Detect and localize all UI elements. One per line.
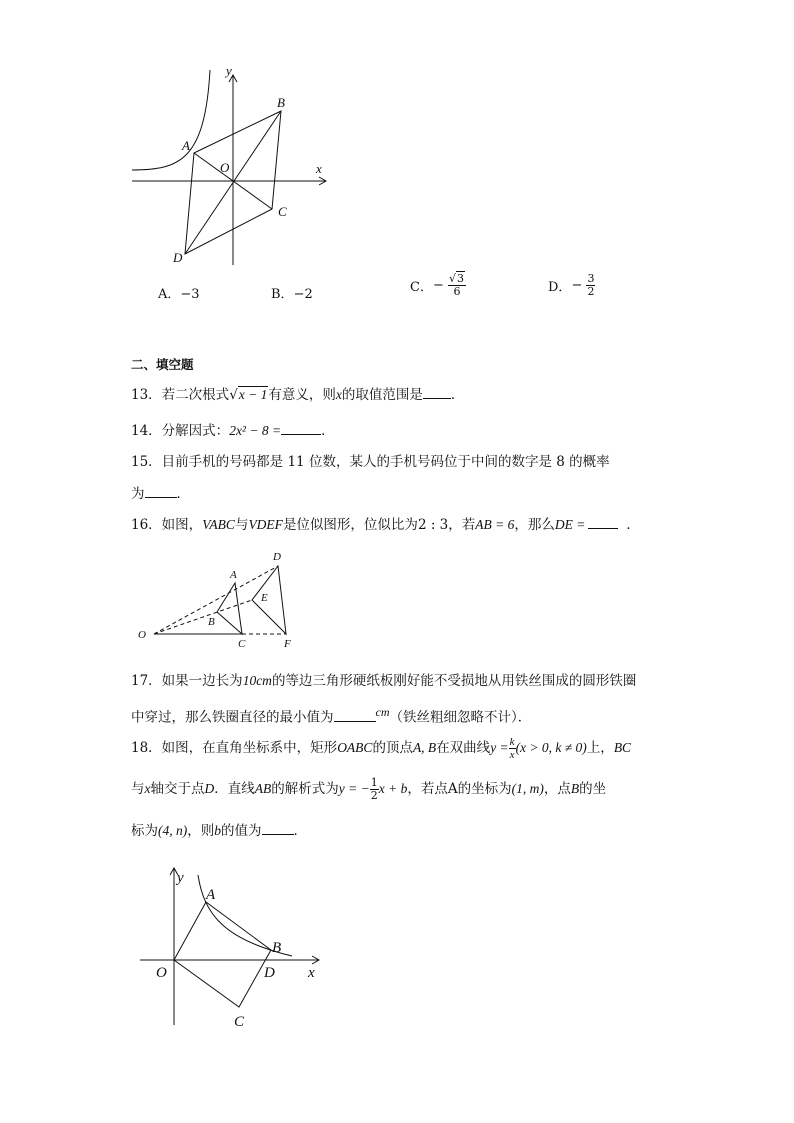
option-b-letter: B．: [271, 287, 294, 302]
q18-text-16: ．: [293, 823, 307, 839]
triangle-def: [252, 566, 286, 634]
q18-text-5: 与: [131, 781, 145, 797]
label-o: O: [156, 965, 167, 981]
q17-text-2: 的等边三角形硬纸板刚好能不受损地从用铁丝围成的圆形铁圈: [271, 673, 637, 689]
q17-text-4: （铁丝粗细忽略不计）．: [389, 709, 532, 726]
q16-triangle-2: VDEF: [248, 517, 283, 532]
q15-text-1: 15．目前手机的号码都是 11 位数，某人的手机号码位于中间的数字是 8 的概率: [131, 454, 610, 470]
q13-text-4: ．: [450, 387, 465, 403]
rectangle-oabc: [174, 902, 271, 1007]
hyperbola-branch: [132, 70, 210, 170]
option-a-letter: A．: [158, 287, 181, 302]
q14-text-2: ．: [321, 423, 335, 439]
question-15-line-2: [131, 483, 190, 504]
question-18-line-3: [131, 820, 307, 841]
q16-text-2: 与: [234, 517, 249, 533]
label-b: B: [272, 940, 282, 956]
q13-radicand: x − 1: [238, 387, 268, 402]
label-b: B: [208, 616, 215, 628]
q18-text-14: ，则: [187, 823, 215, 839]
q13-var: x: [335, 387, 342, 402]
q18-bvar: b: [214, 823, 221, 838]
q15-answer-blank[interactable]: [145, 483, 177, 498]
q18-condition: (x > 0, k ≠ 0): [515, 740, 587, 755]
label-e: E: [261, 592, 268, 604]
label-y: y: [177, 870, 184, 886]
q17-text-3: 中穿过，那么铁圈直径的最小值为: [131, 709, 334, 726]
option-d-den: 2: [587, 285, 595, 298]
q16-triangle-1: VABC: [202, 517, 235, 532]
q13-text-3: 的取值范围是: [341, 387, 423, 403]
figure-2-homothety: [130, 545, 310, 650]
q18-text-9: ，若点: [407, 781, 448, 797]
option-d[interactable]: [548, 273, 595, 298]
q18-text-2: 的顶点: [372, 740, 413, 756]
q17-length: 10cm: [242, 673, 272, 688]
q17-answer-blank[interactable]: [334, 707, 376, 722]
option-a-value: −3: [180, 287, 200, 302]
section-title: 二、填空题: [131, 357, 194, 372]
q18-b: B: [570, 781, 580, 796]
label-a: A: [182, 138, 190, 153]
q18-text-1: 18．如图，在直角坐标系中，矩形: [131, 740, 338, 756]
q14-text-1: 14．分解因式：: [131, 423, 230, 439]
q15-text-2: 为: [131, 486, 145, 502]
q18-ab-line: AB: [254, 781, 272, 796]
label-c: C: [238, 638, 246, 650]
label-a: A: [230, 569, 237, 581]
option-c[interactable]: [410, 273, 466, 298]
q13-text-1: 13．若二次根式: [131, 387, 230, 403]
dashed-oe: [154, 600, 252, 634]
option-b[interactable]: [271, 283, 313, 302]
q18-bc: BC: [613, 740, 632, 755]
question-17-line-1: [131, 671, 636, 691]
q18-text-7: ．直线: [214, 781, 255, 797]
q18-b-coord: (4, n): [158, 823, 188, 838]
q18-oabc: OABC: [337, 740, 373, 755]
q18-x: x: [144, 781, 151, 796]
option-c-num: 3: [457, 272, 465, 285]
q18-text-12: 的坐: [579, 781, 607, 797]
q18-half: [370, 777, 379, 802]
q17-unit: cm: [375, 705, 390, 719]
q18-text-8: 的解析式为: [271, 781, 339, 797]
q18-answer-blank[interactable]: [262, 820, 294, 835]
q18-half-num: 1: [370, 776, 378, 789]
q16-text-3: 是位似图形，位似比为: [282, 517, 418, 533]
dashed-od: [154, 566, 278, 634]
q18-half-den: 2: [370, 789, 378, 802]
question-18-line-1: [131, 735, 631, 761]
q16-answer-blank[interactable]: [588, 514, 618, 529]
q18-d: D: [204, 781, 215, 796]
option-d-fraction: [586, 273, 595, 298]
question-18-line-2: [131, 776, 606, 802]
label-x: x: [316, 161, 322, 176]
question-14: [131, 420, 335, 441]
q13-text-2: 有意义，则: [268, 387, 336, 403]
label-o: O: [138, 629, 146, 641]
option-d-sign: −: [571, 278, 583, 293]
q18-k-over-x: [509, 736, 516, 761]
label-d: D: [173, 250, 183, 265]
q18-ab: A, B: [412, 740, 437, 755]
q18-fnum: k: [509, 736, 515, 748]
q18-fden: x: [509, 749, 515, 761]
option-d-letter: D．: [548, 280, 572, 295]
q18-line-eq-a: y = −: [338, 781, 370, 796]
label-d: D: [273, 551, 281, 563]
question-13: 13．若二次根式√x − 1有意义，则x的取值范围是 ．: [131, 384, 464, 405]
question-17-line-2: [131, 702, 531, 728]
q18-yeq: y =: [490, 740, 509, 755]
label-b: B: [277, 95, 285, 110]
q16-text-1: 16．如图，: [131, 517, 203, 533]
q18-text-13: 标为: [131, 823, 158, 839]
label-x: x: [308, 965, 315, 981]
figure-3-rectangle-hyperbola: [130, 860, 330, 1035]
q16-text-5: ，那么: [514, 517, 555, 533]
q18-text-15: 的值为: [221, 823, 262, 839]
option-c-den: 6: [453, 285, 461, 298]
q17-text-1: 17．如果一边长为: [131, 673, 243, 689]
q15-text-3: ．: [176, 486, 190, 502]
figure-1-rhombus-hyperbola: [120, 60, 340, 275]
option-a[interactable]: [158, 283, 200, 302]
q14-answer-blank[interactable]: [281, 420, 321, 435]
q16-text-6: ．: [626, 517, 640, 533]
option-b-value: −2: [293, 287, 313, 302]
label-y: y: [226, 63, 232, 78]
q16-text-4: ，若: [448, 517, 476, 533]
label-o: O: [220, 160, 230, 175]
label-c: C: [278, 204, 287, 219]
label-d: D: [264, 965, 275, 981]
q18-line-eq-b: x + b: [378, 781, 408, 796]
triangle-abc: [217, 583, 242, 634]
q16-de: DE =: [554, 517, 586, 532]
q18-text-11: ，点: [543, 781, 571, 797]
q18-a-coord: (1, m): [511, 781, 544, 796]
option-d-num: 3: [587, 272, 595, 285]
question-16: [131, 514, 640, 535]
q18-text-10: 的坐标为: [457, 781, 512, 797]
q16-ab: AB = 6: [475, 517, 515, 532]
q16-ratio: 2 : 3: [417, 517, 449, 533]
question-15-line-1: [131, 452, 610, 472]
option-c-fraction: $\frac{√3}{6}$: [449, 272, 465, 298]
q14-expr: 2x² − 8 =: [229, 423, 282, 438]
q18-text-4: 上，: [586, 740, 614, 756]
option-c-letter: C．: [410, 280, 433, 295]
q13-answer-blank[interactable]: [423, 384, 451, 399]
label-f: F: [284, 638, 291, 650]
q18-text-6: 轴交于点: [150, 781, 205, 797]
option-c-sign: −: [432, 278, 444, 293]
label-c: C: [234, 1014, 245, 1030]
q18-a: A: [447, 781, 458, 797]
label-a: A: [206, 887, 216, 903]
q18-text-3: 在双曲线: [436, 740, 491, 756]
